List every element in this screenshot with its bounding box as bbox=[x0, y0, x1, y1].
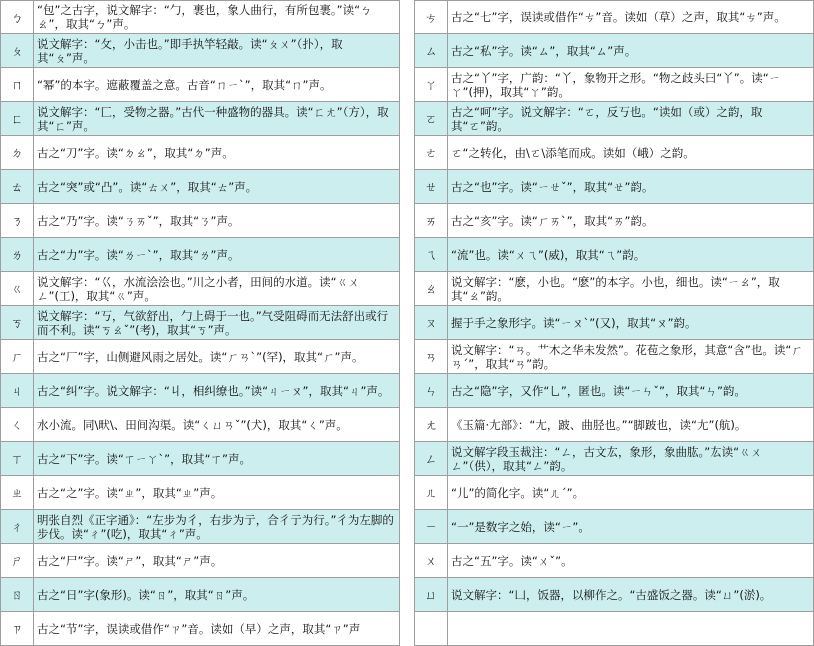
zhuyin-symbol: ㄣ bbox=[414, 374, 448, 407]
zhuyin-symbol: ㄅ bbox=[0, 1, 34, 33]
table-row bbox=[414, 374, 814, 408]
zhuyin-symbol: ㄇ bbox=[0, 68, 34, 101]
zhuyin-symbol: ㄈ bbox=[0, 102, 34, 135]
zhuyin-symbol: ㄏ bbox=[0, 340, 34, 373]
table-row bbox=[414, 102, 814, 136]
table-row bbox=[414, 136, 814, 170]
symbol-explanation: 古之“突”或“凸”。读“ㄊㄨ”，取其“ㄊ”声。 bbox=[34, 170, 400, 203]
table-row bbox=[414, 442, 814, 476]
symbol-explanation: 说文解字：“丂，气欲舒出，勹上碍于一也。”气受阻碍而无法舒出或行而不利。读“ㄎㄠˇ”(考)，取其“ㄎ”声。 bbox=[34, 306, 400, 339]
symbol-explanation: 说文解字：“麽，小也。“麽”的本字。小也，细也。读“ㄧㄠ”，取其“ㄠ”韵。 bbox=[448, 272, 814, 305]
zhuyin-symbol: ㄠ bbox=[414, 272, 448, 305]
zhuyin-symbol: ㄔ bbox=[0, 510, 34, 543]
symbol-explanation bbox=[448, 612, 814, 645]
zhuyin-symbol: ㄚ bbox=[414, 68, 448, 101]
zhuyin-symbol: ㄤ bbox=[414, 408, 448, 441]
symbol-explanation: 古之“亥”字。读“ㄏㄞˋ”，取其“ㄞ”韵。 bbox=[448, 204, 814, 237]
symbol-explanation: 古之“隐”字，又作“乚”，匿也。读“ㄧㄣˇ”，取其“ㄣ”韵。 bbox=[448, 374, 814, 407]
table-row bbox=[0, 0, 400, 34]
zhuyin-symbol: ㄡ bbox=[414, 306, 448, 339]
symbol-explanation: 说文解字：“ㄢ。艹木之华未发然”。花苞之象形，其意“含”也。读“ㄏㄢˊ”，取其“ㄢ”韵。 bbox=[448, 340, 814, 373]
symbol-explanation: 古之“之”字。读“ㄓ”，取其“ㄓ”声。 bbox=[34, 476, 400, 509]
zhuyin-symbol: ㄍ bbox=[0, 272, 34, 305]
zhuyin-symbol: ㄕ bbox=[0, 544, 34, 577]
zhuyin-symbol: ㄆ bbox=[0, 34, 34, 67]
table-row bbox=[0, 442, 400, 476]
symbol-explanation: 《玉篇·尢部》：“尢，跛、曲胫也。”“脚跛也，读“尢”(航)。 bbox=[448, 408, 814, 441]
zhuyin-symbol: ㄊ bbox=[0, 170, 34, 203]
symbol-explanation: 古之“也”字。读“ㄧㄝˇ”，取其“ㄝ”韵。 bbox=[448, 170, 814, 203]
table-row bbox=[0, 578, 400, 612]
zhuyin-symbol: ㄒ bbox=[0, 442, 34, 475]
zhuyin-symbol: ㄢ bbox=[414, 340, 448, 373]
table-row bbox=[0, 306, 400, 340]
symbol-explanation: 说文解字：“凵，饭器，以柳作之。“古盛饭之器。读“ㄩ”(淤)。 bbox=[448, 578, 814, 611]
symbol-explanation: 古之“日”字(象形)。读“ㄖ”，取其“ㄖ”声。 bbox=[34, 578, 400, 611]
symbol-explanation: “包”之古字，说文解字：“勹，裹也，象人曲行，有所包裹。”读“ㄅㄠ”，取其“ㄅ”声。 bbox=[34, 1, 400, 33]
symbol-explanation: “幂”的本字。遮蔽覆盖之意。古音“ㄇㄧˋ”，取其“ㄇ”声。 bbox=[34, 68, 400, 101]
zhuyin-symbol: ㄎ bbox=[0, 306, 34, 339]
zhuyin-symbol: ㄌ bbox=[0, 238, 34, 271]
table-row bbox=[414, 510, 814, 544]
table-row bbox=[0, 476, 400, 510]
symbol-explanation: 古之“纠”字。说文解字：“丩，相纠缭也。”读“ㄐㄧㄡ”，取其“ㄐ”声。 bbox=[34, 374, 400, 407]
table-row bbox=[414, 306, 814, 340]
table-row bbox=[414, 272, 814, 306]
right-table bbox=[414, 0, 814, 646]
zhuyin-symbol: ㄧ bbox=[414, 510, 448, 543]
table-row bbox=[414, 34, 814, 68]
symbol-explanation: 古之“丫”字，广韵：“丫，象物开之形。“物之歧头曰“丫”。读“ㄧㄚ”(押)，取其“ㄚ”韵。 bbox=[448, 68, 814, 101]
table-row bbox=[0, 612, 400, 646]
table-row bbox=[414, 340, 814, 374]
symbol-explanation: 说文解字：“匚，受物之器。”古代一种盛物的器具。读“ㄈㄤ”（方），取其“ㄈ”声。 bbox=[34, 102, 400, 135]
zhuyin-symbol: ㄜ bbox=[414, 136, 448, 169]
symbol-explanation: 说文解字段玉裁注：“ㄥ，古文厷，象形，象曲肱。”厷读“ㄍㄨㄥ”（供），取其“ㄥ”韵。 bbox=[448, 442, 814, 475]
table-row bbox=[414, 476, 814, 510]
zhuyin-symbol: ㄐ bbox=[0, 374, 34, 407]
zhuyin-symbol: ㄙ bbox=[414, 34, 448, 67]
symbol-explanation: 握于手之象形字。读“ㄧㄡˋ”(又)，取其“ㄡ”韵。 bbox=[448, 306, 814, 339]
zhuyin-symbol: ㄛ bbox=[414, 102, 448, 135]
table-row bbox=[414, 0, 814, 34]
table-row bbox=[414, 408, 814, 442]
table-row bbox=[0, 340, 400, 374]
symbol-explanation: 古之“乃”字。读“ㄋㄞˇ”，取其“ㄋ”声。 bbox=[34, 204, 400, 237]
zhuyin-symbol: ㄉ bbox=[0, 136, 34, 169]
symbol-explanation: 说文解字：“攵，小击也。”即手执竿轻敲。读“ㄆㄨ”（扑），取其“ㄆ”声。 bbox=[34, 34, 400, 67]
symbol-explanation: 古之“节”字，误读或借作“ㄗ”音。读如（早）之声，取其“ㄗ”声 bbox=[34, 612, 400, 645]
table-row bbox=[0, 68, 400, 102]
zhuyin-symbol: ㄘ bbox=[414, 1, 448, 33]
table-row bbox=[0, 34, 400, 68]
symbol-explanation: “儿”的简化字。读“ㄦˊ”。 bbox=[448, 476, 814, 509]
table-row bbox=[0, 204, 400, 238]
table-row bbox=[0, 374, 400, 408]
table-row bbox=[414, 68, 814, 102]
zhuyin-symbol: ㄥ bbox=[414, 442, 448, 475]
zhuyin-symbol: ㄦ bbox=[414, 476, 448, 509]
zhuyin-symbol: ㄞ bbox=[414, 204, 448, 237]
table-row bbox=[414, 170, 814, 204]
symbol-explanation: 水小流。同\畎\、田间沟渠。读“ㄑㄩㄢˇ”(犬)，取其“ㄑ”声。 bbox=[34, 408, 400, 441]
symbol-explanation: 明张自烈《正字通》：“左步为彳，右步为亍，合彳亍为行。”彳为左脚的步伐。读“ㄔ”(吃)，取其“ㄔ”声。 bbox=[34, 510, 400, 543]
symbol-explanation: 古之“呵”字。说文解字：“ㄛ，反丂也。“读如（或）之韵，取其“ㄛ”韵。 bbox=[448, 102, 814, 135]
table-row bbox=[414, 578, 814, 612]
symbol-explanation: 古之“厂”字，山侧避风雨之居处。读“ㄏㄢˋ”(罕)，取其“ㄏ”声。 bbox=[34, 340, 400, 373]
symbol-explanation: 古之“力”字。读“ㄌㄧˋ”，取其“ㄌ”声。 bbox=[34, 238, 400, 271]
table-row bbox=[0, 102, 400, 136]
left-table bbox=[0, 0, 400, 646]
zhuyin-symbol: ㄑ bbox=[0, 408, 34, 441]
zhuyin-symbol: ㄖ bbox=[0, 578, 34, 611]
table-row bbox=[0, 544, 400, 578]
table-row bbox=[414, 612, 814, 646]
zhuyin-symbol: ㄝ bbox=[414, 170, 448, 203]
symbol-explanation: 古之“七”字，误读或借作“ㄘ”音。读如（草）之声，取其“ㄘ”声。 bbox=[448, 1, 814, 33]
symbol-explanation: 古之“尸”字。读“ㄕ”，取其“ㄕ”声。 bbox=[34, 544, 400, 577]
symbol-explanation: 说文解字：“巜，水流浍浍也。”川之小者，田间的水道。读“ㄍㄨㄥ”(工)，取其“ㄍ”声。 bbox=[34, 272, 400, 305]
table-row bbox=[0, 272, 400, 306]
table-row bbox=[0, 510, 400, 544]
symbol-explanation: 古之“私”字。读“ㄙ”，取其“ㄙ”声。 bbox=[448, 34, 814, 67]
table-row bbox=[0, 136, 400, 170]
zhuyin-symbol: ㄗ bbox=[0, 612, 34, 645]
table-row bbox=[414, 238, 814, 272]
zhuyin-symbol: ㄟ bbox=[414, 238, 448, 271]
table-row bbox=[414, 204, 814, 238]
symbol-explanation: 古之“五”字。读“ㄨˇ”。 bbox=[448, 544, 814, 577]
symbol-explanation: ㄛ“之转化，由\ㄛ\添笔而成。读如（峨）之韵。 bbox=[448, 136, 814, 169]
table-row bbox=[414, 544, 814, 578]
table-row bbox=[0, 408, 400, 442]
symbol-explanation: 古之“刀”字。读“ㄉㄠ”，取其“ㄉ”声。 bbox=[34, 136, 400, 169]
zhuyin-symbol bbox=[414, 612, 448, 645]
symbol-explanation: “流”也。读“ㄨㄟ”(威)，取其“ㄟ”韵。 bbox=[448, 238, 814, 271]
zhuyin-symbol: ㄓ bbox=[0, 476, 34, 509]
symbol-explanation: “一”是数字之始，读“ㄧ”。 bbox=[448, 510, 814, 543]
zhuyin-symbol: ㄩ bbox=[414, 578, 448, 611]
table-row bbox=[0, 238, 400, 272]
symbol-explanation: 古之“下”字。读“ㄒㄧㄚˋ”，取其“ㄒ”声。 bbox=[34, 442, 400, 475]
table-row bbox=[0, 170, 400, 204]
zhuyin-symbol: ㄋ bbox=[0, 204, 34, 237]
zhuyin-symbol: ㄨ bbox=[414, 544, 448, 577]
